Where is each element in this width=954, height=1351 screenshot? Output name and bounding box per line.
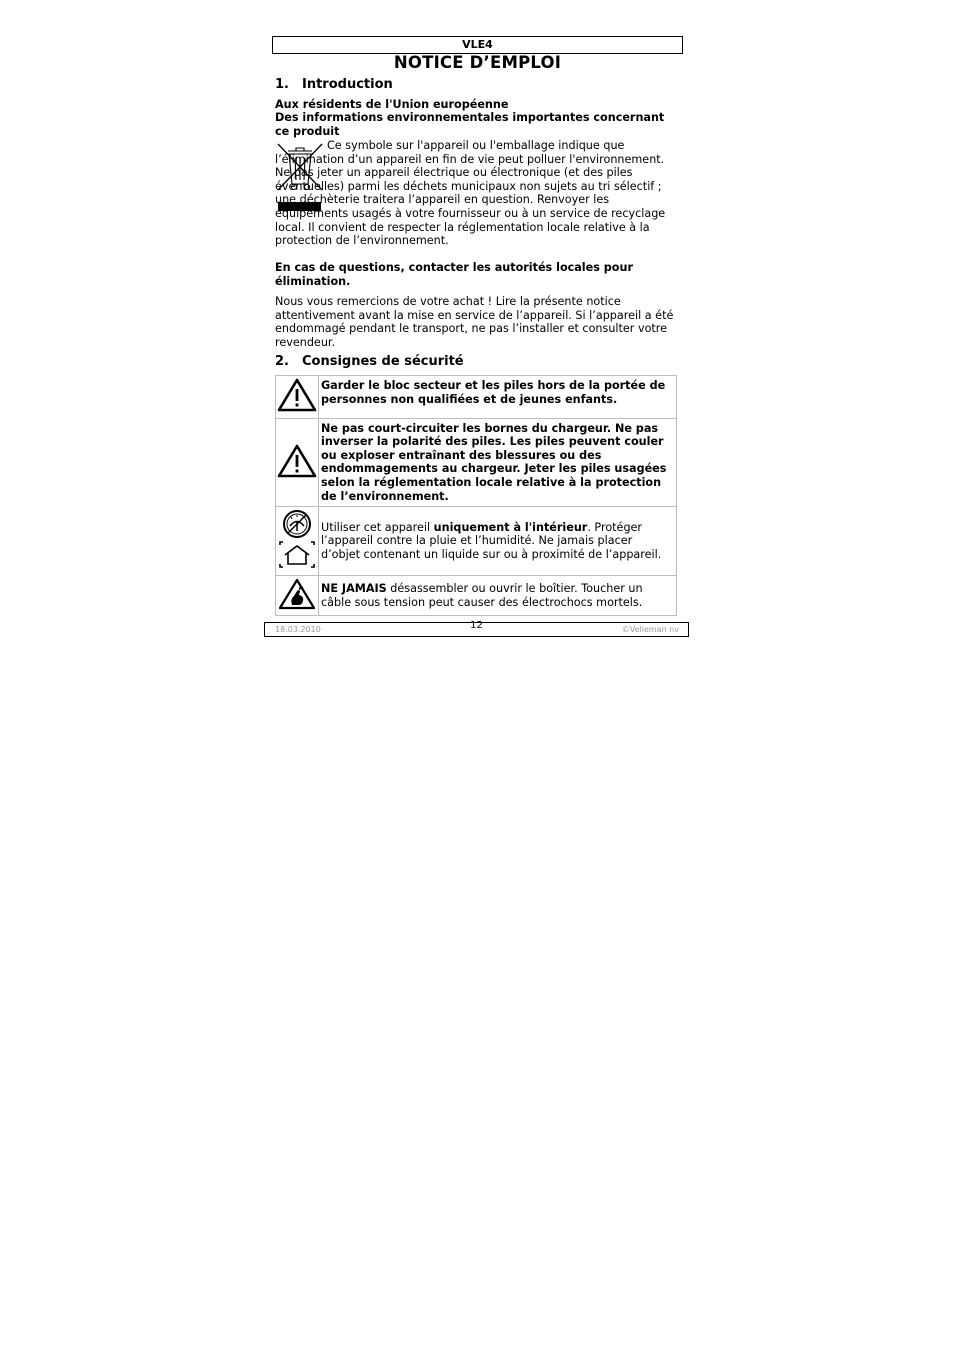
safety-text: Garder le bloc secteur et les piles hors de la portée de personnes non qualifiées et de jeunes enfants. — [319, 376, 677, 419]
safety-icon-cell — [276, 418, 319, 507]
thanks-paragraph: Nous vous remercions de votre achat ! Lire la présente notice attentivement avant la mise en service de l’appareil. Si l’appareil a été endommagé pendant le transport, ne pas l’installer et consulter votre revendeur. — [275, 295, 674, 349]
safety-text-post: désassembler ou ouvrir le boîtier. Toucher un câble sous tension peut causer des électrochocs mortels. — [321, 581, 643, 609]
section-2-number: 2. — [275, 354, 289, 369]
section-1-title: Introduction — [302, 77, 393, 92]
safety-icon-cell — [276, 507, 319, 576]
safety-row — [276, 575, 677, 616]
page-title: NOTICE D’EMPLOI — [393, 53, 562, 72]
environment-info-heading: Des informations environnementales importantes concernant ce produit — [275, 111, 665, 138]
warning-triangle-icon — [277, 378, 317, 412]
safety-row — [276, 418, 677, 507]
weee-paragraph: Ce symbole sur l'appareil ou l'emballage indique que l’élimination d’un appareil en fin de vie peut polluer l'environnement. Ne pas jeter un appareil électrique ou électronique (et des piles éventuelles) parmi les déchets municipaux non sujets au tri sélectif ; une déchèterie traitera l’appareil en question. Renvoyer les équipements usagés à votre fournisseur ou à un service de recyclage local. Il convient de respecter la réglementation locale relative à la protection de l’environnement. — [275, 139, 666, 248]
safety-icon-cell — [276, 575, 319, 616]
section-1-number: 1. — [275, 77, 289, 92]
page-footer — [264, 622, 689, 637]
do-not-open-icon — [277, 578, 317, 610]
safety-text — [319, 575, 677, 616]
footer-date: 18.03.2010 — [275, 625, 321, 634]
safety-text-pre: Utiliser cet appareil — [321, 520, 434, 534]
section-2-heading — [275, 354, 464, 369]
model-header: VLE4 — [272, 36, 683, 54]
eu-residents-heading: Aux résidents de l'Union européenne — [275, 98, 509, 111]
safety-row — [276, 507, 677, 576]
safety-text — [319, 507, 677, 576]
footer-page-number: 12 — [470, 620, 483, 631]
indoor-use-only-icon — [277, 509, 317, 569]
safety-row — [276, 376, 677, 419]
safety-text-bold: NE JAMAIS — [321, 581, 387, 595]
safety-table — [275, 375, 677, 616]
safety-icon-cell — [276, 376, 319, 419]
section-1-heading — [275, 77, 393, 92]
footer-copyright: ©Velleman nv — [621, 625, 679, 634]
warning-triangle-icon — [277, 444, 317, 478]
questions-paragraph: En cas de questions, contacter les autorités locales pour élimination. — [275, 261, 633, 288]
safety-text: Ne pas court-circuiter les bornes du chargeur. Ne pas inverser la polarité des piles. Les piles peuvent couler ou exploser entraînant des blessures ou des endommagements au chargeur. Jeter les piles usagées selon la réglementation locale relative à la protection de l’environnement. — [319, 418, 677, 507]
safety-text-bold: uniquement à l'intérieur — [433, 520, 588, 534]
safety-text-post: . Protéger l’appareil contre la pluie et l’humidité. Ne jamais placer d’objet contenant un liquide sur ou à proximité de l’appareil. — [321, 520, 662, 561]
section-2-title: Consignes de sécurité — [302, 354, 464, 369]
